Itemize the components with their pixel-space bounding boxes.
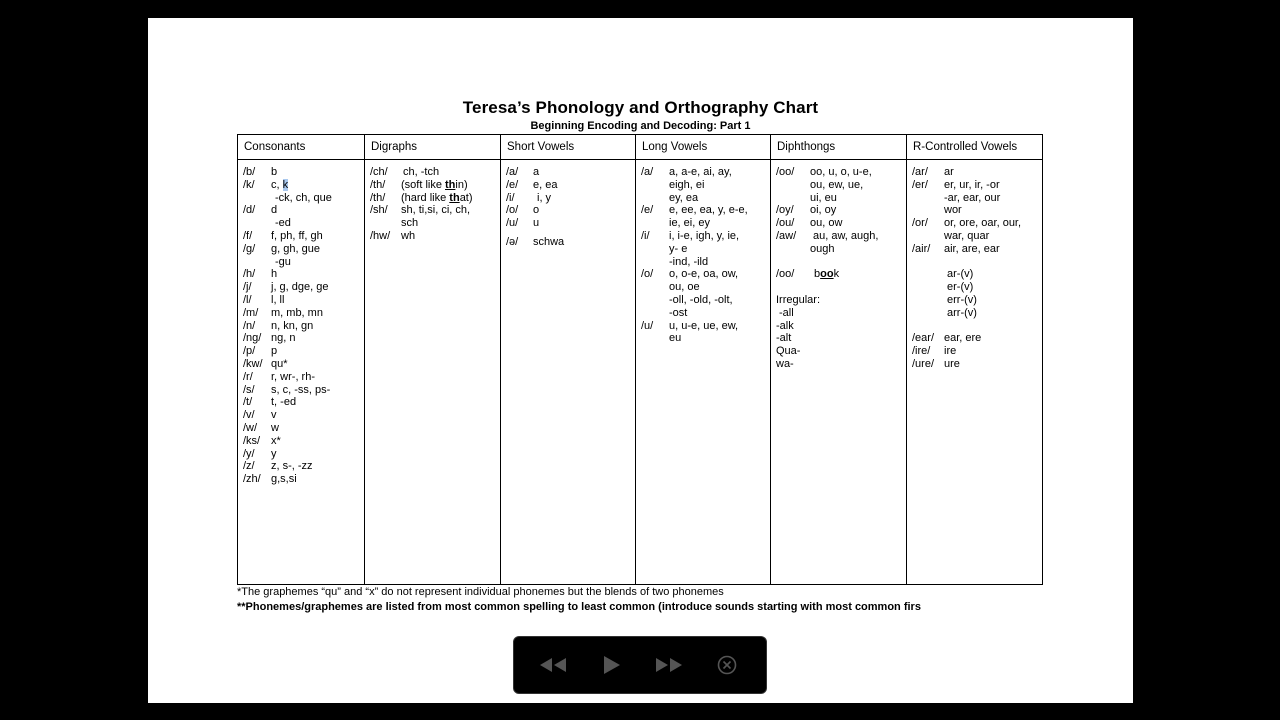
phoneme: /ch/ [370, 166, 388, 178]
list-item [641, 320, 765, 333]
spelling: v [271, 409, 277, 422]
spelling: ure [944, 357, 960, 370]
phoneme: /k/ [243, 178, 255, 191]
phoneme: /sh/ [370, 204, 388, 217]
list-item [243, 294, 359, 307]
list-item [641, 307, 765, 320]
spelling: schwa [533, 235, 565, 248]
spelling: ou, ew, ue, [810, 178, 864, 191]
slideshow-controls [513, 636, 767, 694]
phoneme: /p/ [243, 345, 256, 358]
list-item [776, 217, 901, 230]
phoneme: /a/ [641, 166, 654, 178]
spelling: -ost [669, 306, 688, 319]
list-item [243, 204, 359, 217]
spelling: -gu [275, 255, 291, 268]
spelling: z, s-, -zz [271, 460, 313, 473]
list-item [243, 435, 359, 448]
list-item [243, 230, 359, 243]
phoneme: /u/ [641, 319, 654, 332]
spelling: ng, n [271, 332, 296, 345]
list-item [243, 448, 359, 461]
list-item [243, 460, 359, 473]
list-item [506, 217, 630, 230]
phoneme: /n/ [243, 319, 256, 332]
list-item [370, 179, 495, 192]
spelling: u, u-e, ue, ew, [669, 319, 739, 332]
list-item [243, 243, 359, 256]
irregular-label: Irregular: [776, 293, 821, 306]
spelling: x* [271, 434, 281, 447]
play-icon [601, 655, 621, 675]
spelling: o, o-e, oa, ow, [669, 268, 739, 281]
spelling: eu [669, 332, 682, 345]
spelling: ar-(v) [947, 268, 974, 281]
list-item [776, 332, 901, 345]
phoneme: /z/ [243, 460, 255, 473]
phoneme: /oy/ [776, 204, 794, 217]
spelling: a [533, 166, 540, 178]
spelling: i, y [537, 191, 552, 204]
list-item [912, 166, 1037, 179]
spelling: ar [944, 166, 954, 178]
spelling: ey, ea [669, 191, 699, 204]
spelling: w [271, 421, 279, 434]
list-item [243, 409, 359, 422]
list-item [912, 358, 1037, 371]
phoneme: /ar/ [912, 166, 928, 178]
list-item [912, 230, 1037, 243]
list-item [912, 179, 1037, 192]
header-r-controlled-vowels: R-Controlled Vowels [907, 135, 1043, 160]
spelling: n, kn, gn [271, 319, 314, 332]
phoneme: /t/ [243, 396, 253, 409]
spelling: g,s,si [271, 473, 297, 486]
table-header-row [238, 135, 1043, 160]
spelling: i, i-e, igh, y, ie, [669, 229, 740, 242]
phoneme: /v/ [243, 409, 255, 422]
list-item [641, 268, 765, 281]
list-item [641, 256, 765, 269]
spelling: (hard like that) [401, 191, 473, 204]
list-item [641, 204, 765, 217]
phoneme: /zh/ [243, 473, 261, 486]
list-item [912, 345, 1037, 358]
chart-subtitle: Beginning Encoding and Decoding: Part 1 [530, 120, 751, 132]
close-circle-icon [717, 655, 737, 675]
spelling: o [533, 204, 540, 217]
phoneme: /r/ [243, 370, 253, 383]
spelling: r, wr-, rh- [271, 370, 315, 383]
list-item [506, 204, 630, 217]
list-item [243, 307, 359, 320]
list-item [776, 358, 901, 371]
phoneme: /y/ [243, 447, 255, 460]
rewind-icon [538, 656, 568, 674]
phoneme: /ear/ [912, 332, 935, 345]
fast-forward-button[interactable] [649, 645, 689, 685]
header-long-vowels: Long Vowels [636, 135, 771, 160]
list-item [370, 204, 495, 217]
spelling: t, -ed [271, 396, 297, 409]
list-item [776, 166, 901, 179]
list-item [243, 166, 359, 179]
list-item [243, 256, 359, 269]
list-item [243, 473, 359, 486]
list-item [243, 396, 359, 409]
phoneme: /i/ [641, 229, 650, 242]
header-digraphs: Digraphs [365, 135, 501, 160]
phoneme: /ure/ [912, 357, 935, 370]
list-item [243, 192, 359, 205]
spelling: d [271, 204, 278, 217]
list-item [641, 192, 765, 205]
footnote-blends: *The graphemes “qu” and “x” do not represent individual phonemes but the blends of two phonemes [237, 586, 724, 598]
list-item [776, 320, 901, 333]
spelling: j, g, dge, ge [271, 281, 329, 294]
spelling: e, ea [533, 178, 558, 191]
spelling: ou, oe [669, 281, 700, 294]
phoneme: /u/ [506, 217, 519, 230]
list-item [370, 166, 495, 179]
spelling: wor [944, 204, 962, 217]
list-item [776, 268, 901, 281]
list-item [912, 204, 1037, 217]
consonants-cell [238, 160, 365, 585]
phoneme: -alk [776, 319, 794, 332]
spelling: -ind, -ild [669, 255, 709, 268]
spelling: qu* [271, 357, 288, 370]
phoneme: /th/ [370, 178, 386, 191]
list-item [506, 166, 630, 179]
list-item [506, 236, 630, 249]
list-item [912, 268, 1037, 281]
list-item [776, 230, 901, 243]
phonology-table [237, 134, 1043, 585]
phoneme: /m/ [243, 306, 259, 319]
list-item [506, 192, 630, 205]
spelling: oo, u, o, u-e, [810, 166, 872, 178]
list-item [641, 166, 765, 179]
spelling: g, gh, gue [271, 242, 320, 255]
list-item [641, 230, 765, 243]
phoneme: /h/ [243, 268, 256, 281]
spelling: a, a-e, ai, ay, [669, 166, 732, 178]
list-item [243, 332, 359, 345]
phoneme: /d/ [243, 204, 256, 217]
list-item [776, 192, 901, 205]
phoneme: /ou/ [776, 217, 795, 230]
phoneme: /aw/ [776, 229, 797, 242]
list-item [641, 294, 765, 307]
phoneme: /o/ [506, 204, 519, 217]
presentation-slide [148, 18, 1133, 703]
phoneme: /hw/ [370, 229, 391, 242]
list-item [776, 243, 901, 256]
list-item [912, 217, 1037, 230]
play-button[interactable] [591, 645, 631, 685]
header-short-vowels: Short Vowels [501, 135, 636, 160]
phoneme: /th/ [370, 191, 386, 204]
chart-title: Teresa’s Phonology and Orthography Chart [462, 98, 819, 117]
spelling: u [533, 217, 540, 230]
spelling: h [271, 268, 278, 281]
r-controlled-vowels-cell [907, 160, 1043, 585]
list-item [912, 243, 1037, 256]
phoneme: /f/ [243, 229, 253, 242]
phoneme: /g/ [243, 242, 256, 255]
phoneme: /air/ [912, 242, 931, 255]
list-item [641, 217, 765, 230]
spelling: y [271, 447, 277, 460]
phoneme: /a/ [506, 166, 519, 178]
spelling: au, aw, augh, [813, 229, 879, 242]
phoneme: Qua- [776, 345, 801, 358]
spelling: s, c, -ss, ps- [271, 383, 331, 396]
list-item [776, 204, 901, 217]
phoneme: /w/ [243, 421, 258, 434]
phoneme: -alt [776, 332, 792, 345]
list-item [243, 320, 359, 333]
spelling: y- e [669, 242, 688, 255]
header-diphthongs: Diphthongs [771, 135, 907, 160]
spelling: ear, ere [944, 332, 982, 345]
phoneme: /s/ [243, 383, 255, 396]
spelling: l, ll [271, 293, 285, 306]
list-item [912, 281, 1037, 294]
spelling: -oll, -old, -olt, [669, 293, 733, 306]
list-item [641, 179, 765, 192]
list-item [641, 281, 765, 294]
list-item [506, 179, 630, 192]
phoneme: /ng/ [243, 332, 262, 345]
list-item [641, 243, 765, 256]
spelling: (soft like thin) [401, 178, 468, 191]
long-vowels-cell [636, 160, 771, 585]
phoneme: /oo/ [776, 268, 795, 281]
spelling: or, ore, oar, our, [944, 217, 1022, 230]
phoneme: /j/ [243, 281, 252, 294]
list-item [370, 217, 495, 230]
spelling: eigh, ei [669, 178, 705, 191]
list-item [243, 384, 359, 397]
spelling: wh [401, 229, 416, 242]
phoneme: /i/ [506, 191, 515, 204]
list-item [370, 192, 495, 205]
footnote-order: **Phonemes/graphemes are listed from most common spelling to least common (introduce sounds starting with most common firs [237, 601, 921, 613]
phoneme: /ks/ [243, 434, 261, 447]
spelling: ui, eu [810, 191, 837, 204]
spelling: ie, ei, ey [669, 217, 710, 230]
phoneme: /ə/ [506, 235, 519, 248]
phoneme: /ire/ [912, 345, 931, 358]
rewind-button[interactable] [533, 645, 573, 685]
list-item [243, 281, 359, 294]
list-item [912, 307, 1037, 320]
phoneme: /oo/ [776, 166, 795, 178]
list-item [912, 294, 1037, 307]
table-body-row [238, 160, 1043, 585]
spelling: air, are, ear [944, 242, 1000, 255]
spelling: sh, ti,si, ci, ch, [401, 204, 471, 217]
list-item [776, 345, 901, 358]
list-item [243, 268, 359, 281]
list-item [243, 345, 359, 358]
header-consonants: Consonants [238, 135, 365, 160]
list-item [370, 230, 495, 243]
phoneme: /l/ [243, 293, 252, 306]
spelling: oi, oy [810, 204, 837, 217]
spelling: -ck, ch, que [275, 191, 332, 204]
spelling: -ed [275, 217, 291, 230]
list-item [912, 192, 1037, 205]
spelling: ough [810, 242, 835, 255]
list-item [243, 371, 359, 384]
list-item [912, 332, 1037, 345]
spelling: sch [401, 217, 419, 230]
spelling: m, mb, mn [271, 306, 323, 319]
spelling: ire [944, 345, 957, 358]
short-vowels-cell [501, 160, 636, 585]
spelling: f, ph, ff, gh [271, 229, 323, 242]
spelling: er-(v) [947, 281, 974, 294]
spelling: ch, -tch [403, 166, 440, 178]
spelling: er, ur, ir, -or [944, 178, 1000, 191]
list-item [243, 179, 359, 192]
spelling: p [271, 345, 278, 358]
list-item [776, 307, 901, 320]
phoneme: wa- [776, 357, 794, 370]
spelling: arr-(v) [947, 306, 977, 319]
spelling: c, k [271, 178, 289, 191]
spelling: ou, ow [810, 217, 843, 230]
list-item [243, 217, 359, 230]
close-button[interactable] [707, 645, 747, 685]
list-item [243, 422, 359, 435]
text-selection-highlight[interactable]: k [282, 178, 289, 191]
list-item [641, 332, 765, 345]
phoneme: /kw/ [243, 357, 263, 370]
phoneme: /e/ [506, 178, 519, 191]
phoneme: /er/ [912, 178, 928, 191]
spelling: book [814, 268, 840, 281]
list-item [776, 294, 901, 307]
phoneme: -all [779, 306, 794, 319]
diphthongs-cell [771, 160, 907, 585]
list-item [243, 358, 359, 371]
phoneme: /b/ [243, 166, 256, 178]
fast-forward-icon [654, 656, 684, 674]
phoneme: /or/ [912, 217, 928, 230]
spelling: e, ee, ea, y, e-e, [669, 204, 748, 217]
phoneme: /e/ [641, 204, 654, 217]
spelling: -ar, ear, our [944, 191, 1001, 204]
digraphs-cell [365, 160, 501, 585]
spelling: war, quar [944, 229, 990, 242]
phoneme: /o/ [641, 268, 654, 281]
spelling: err-(v) [947, 293, 977, 306]
list-item [776, 179, 901, 192]
spelling: b [271, 166, 278, 178]
